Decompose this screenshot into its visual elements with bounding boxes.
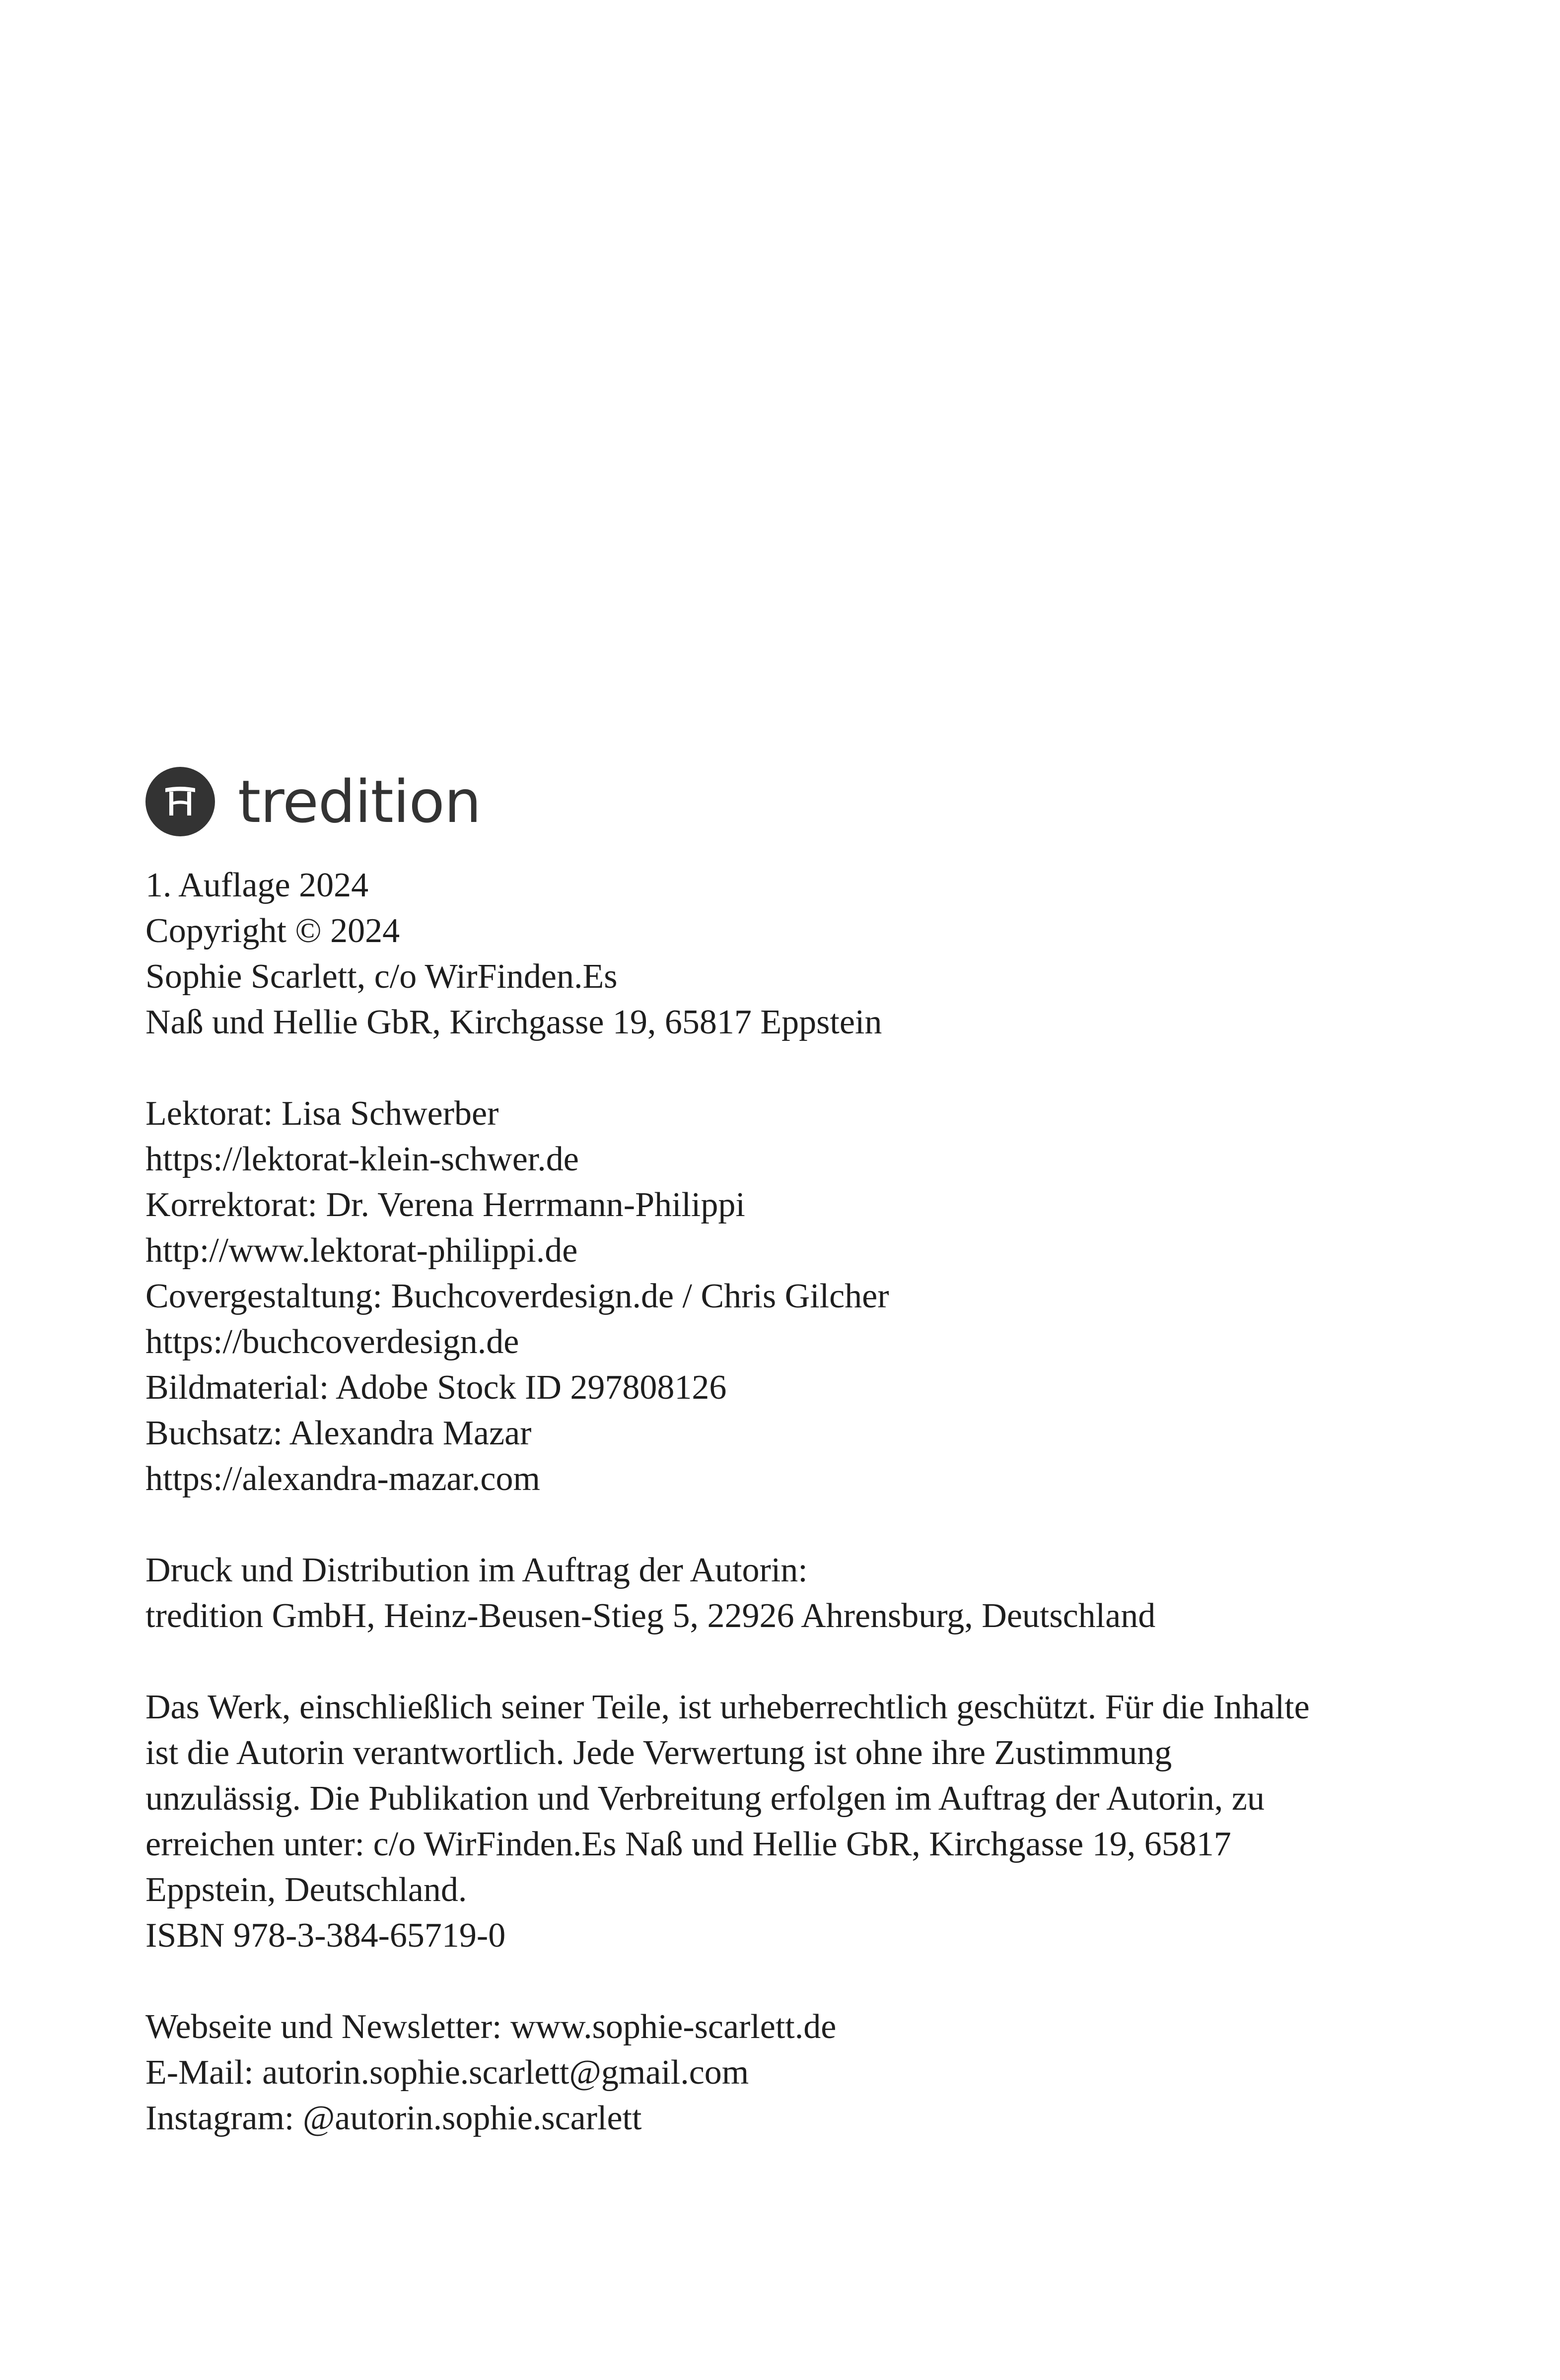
copyright-line: Copyright © 2024: [145, 912, 400, 950]
legal-line: unzulässig. Die Publikation und Verbreitung erfolgen im Auftrag der Autorin, zu: [145, 1779, 1265, 1818]
credits-section: [145, 1091, 1417, 1502]
legal-line: Eppstein, Deutschland.: [145, 1871, 467, 1909]
publisher-wordmark: tredition: [238, 767, 481, 836]
publisher-logo: [145, 767, 481, 836]
proofreading-credit: Korrektorat: Dr. Verena Herrmann-Philippi: [145, 1186, 745, 1224]
legal-line: Das Werk, einschließlich seiner Teile, ist urheberrechtlich geschützt. Für die Inhalte: [145, 1688, 1310, 1726]
editing-credit: Lektorat: Lisa Schwerber: [145, 1094, 499, 1133]
website-line: Webseite und Newsletter: www.sophie-scarlett.de: [145, 2008, 837, 2046]
tredition-logo-icon: [145, 767, 215, 836]
spacer: [145, 1639, 1417, 1685]
distributor-address: tredition GmbH, Heinz-Beusen-Stieg 5, 22926 Ahrensburg, Deutschland: [145, 1597, 1156, 1635]
spacer: [145, 1502, 1417, 1548]
legal-line: ist die Autorin verantwortlich. Jede Verwertung ist ohne ihre Zustimmung: [145, 1734, 1172, 1772]
distribution-section: [145, 1548, 1417, 1639]
edition-line: 1. Auflage 2024: [145, 866, 369, 904]
spacer: [145, 1045, 1417, 1091]
legal-section: [145, 1685, 1417, 1959]
typesetting-credit: Buchsatz: Alexandra Mazar: [145, 1414, 532, 1452]
legal-line: erreichen unter: c/o WirFinden.Es Naß und Hellie GbR, Kirchgasse 19, 65817: [145, 1825, 1231, 1863]
imprint-text: [145, 863, 1417, 2141]
editing-url: https://lektorat-klein-schwer.de: [145, 1140, 579, 1178]
edition-section: [145, 863, 1417, 1045]
proofreading-url: http://www.lektorat-philippi.de: [145, 1231, 578, 1270]
cover-design-credit: Covergestaltung: Buchcoverdesign.de / Chris Gilcher: [145, 1277, 889, 1315]
distribution-heading: Druck und Distribution im Auftrag der Autorin:: [145, 1551, 808, 1589]
typesetting-url: https://alexandra-mazar.com: [145, 1460, 540, 1498]
image-credit: Bildmaterial: Adobe Stock ID 297808126: [145, 1368, 727, 1407]
contact-section: [145, 2004, 1417, 2141]
isbn-line: ISBN 978-3-384-65719-0: [145, 1916, 506, 1955]
instagram-line: Instagram: @autorin.sophie.scarlett: [145, 2099, 642, 2137]
cover-design-url: https://buchcoverdesign.de: [145, 1323, 519, 1361]
spacer: [145, 1959, 1417, 2004]
author-address-line: Naß und Hellie GbR, Kirchgasse 19, 65817 Eppstein: [145, 1003, 882, 1041]
author-line: Sophie Scarlett, c/o WirFinden.Es: [145, 957, 618, 996]
email-line: E-Mail: autorin.sophie.scarlett@gmail.com: [145, 2053, 749, 2092]
